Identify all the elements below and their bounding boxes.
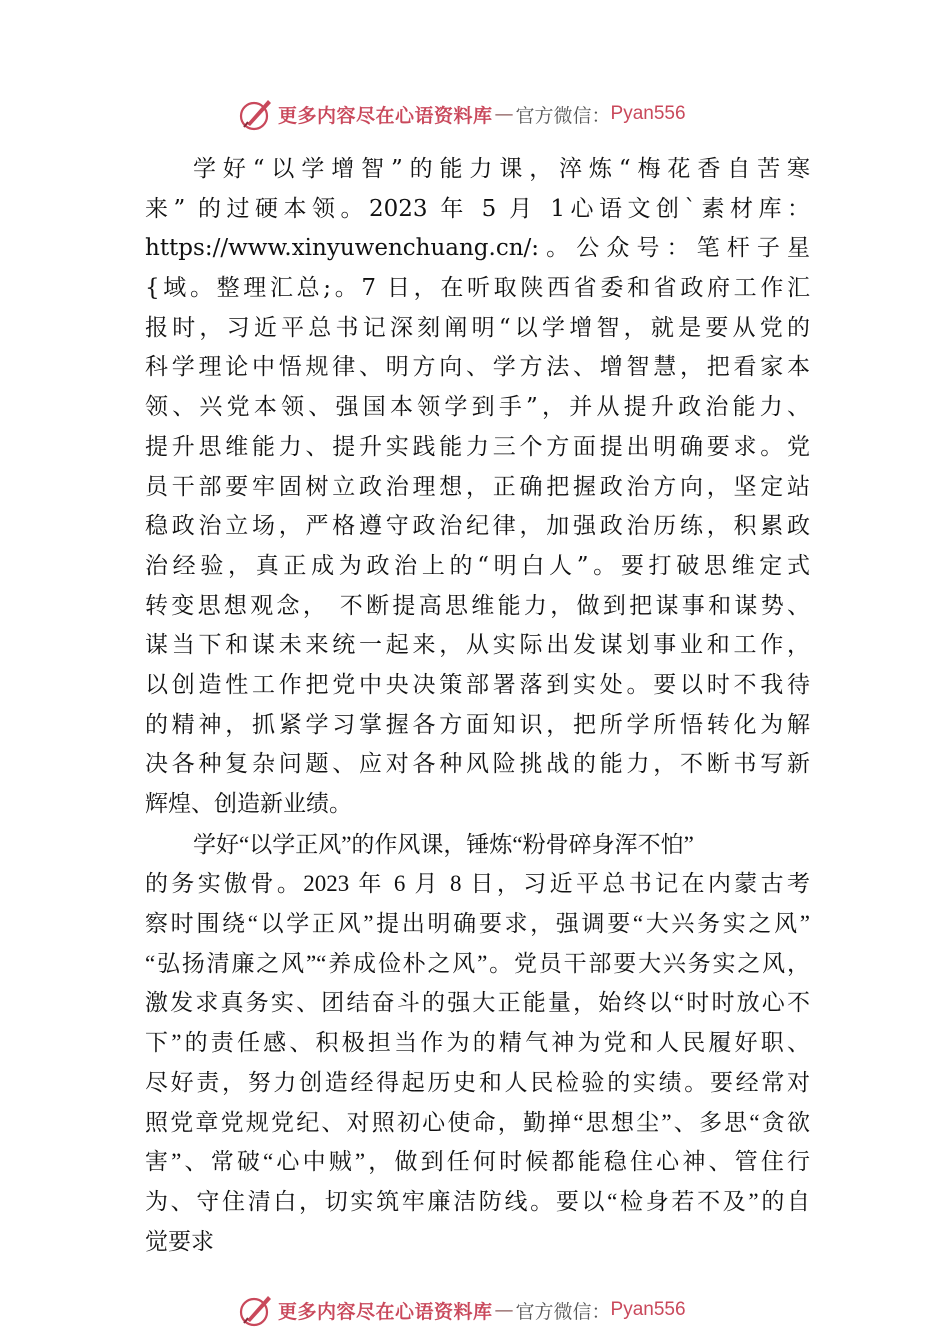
wechat-id: Pyan556 xyxy=(610,103,686,124)
text-line: 治经验，真正成为政治上的“明白人”。要打破思维定式 xyxy=(145,552,810,579)
text-line: 决各种复杂问题、应对各种风险挑战的能力，不断书写新 xyxy=(145,751,810,778)
text-line: 下”的责任感、积极担当作为的精气神为党和人民履好职、 xyxy=(145,1030,810,1056)
text-line: 的务实傲骨。2023 年 6 月 8 日，习近平总书记在内蒙古考 xyxy=(145,871,810,897)
text-line: 来” 的过硬本领。2023 年 5 月 1心语文创`素材库： xyxy=(145,195,810,222)
text-line: 领、兴党本领、强国本领学到手”，并从提升政治能力、 xyxy=(145,394,810,421)
wechat-label: 官方微信： xyxy=(515,1300,611,1323)
banner-separator: — xyxy=(494,103,514,125)
quill-logo-icon xyxy=(238,1292,274,1328)
paragraph-2 xyxy=(145,825,810,1262)
text-line: 转变思想观念， 不断提高思维能力，做到把谋事和谋势、 xyxy=(145,592,810,619)
footer-banner xyxy=(238,1290,686,1330)
banner-separator: — xyxy=(494,1299,514,1321)
text-line: 谋当下和谋未来统一起来，从实际出发谋划事业和工作， xyxy=(145,632,810,659)
text-line: 的精神，抓紧学习掌握各方面知识，把所学所悟转化为解 xyxy=(145,711,810,738)
wechat-id: Pyan556 xyxy=(610,1299,686,1320)
text-line: 稳政治立场，严格遵守政治纪律，加强政治历练，积累政 xyxy=(145,513,810,540)
header-banner xyxy=(238,94,686,134)
text-line: 员干部要牢固树立政治理想，正确把握政治方向，坚定站 xyxy=(145,473,810,500)
text-line: https://www.xinyuwenchuang.cn/:。公众号：笔杆子星 xyxy=(145,235,810,262)
text-line: 提升思维能力、提升实践能力三个方面提出明确要求。党 xyxy=(145,433,810,460)
banner-text: 更多内容尽在心语资料库 xyxy=(278,104,493,127)
banner-text: 更多内容尽在心语资料库 xyxy=(278,1300,493,1323)
text-line: 觉要求 xyxy=(145,1228,214,1254)
text-line: 以创造性工作把党中央决策部署落到实处。要以时不我待 xyxy=(145,671,810,698)
text-line: 学好“以学正风”的作风课，锤炼“粉骨碎身浑不怕” xyxy=(193,831,694,857)
text-line: 辉煌、创造新业绩。 xyxy=(145,791,352,817)
quill-logo-icon xyxy=(238,96,274,132)
wechat-label: 官方微信： xyxy=(515,104,611,127)
text-line: 察时围绕“以学正风”提出明确要求，强调要“大兴务实之风” xyxy=(145,911,810,937)
text-line: 为、守住清白，切实筑牢廉洁防线。要以“检身若不及”的自 xyxy=(145,1188,810,1214)
text-line: 激发求真务实、团结奋斗的强大正能量，始终以“时时放心不 xyxy=(145,990,810,1016)
text-line: 害”、常破“心中贼”，做到任何时候都能稳住心神、管住行 xyxy=(145,1149,810,1175)
text-line: 学好“以学增智”的能力课，淬炼“梅花香自苦寒 xyxy=(193,156,810,182)
text-line: 尽好责，努力创造经得起历史和人民检验的实绩。要经常对 xyxy=(145,1069,810,1095)
text-line: 报时，习近平总书记深刻阐明“以学增智，就是要从党的 xyxy=(145,314,810,341)
paragraph-1 xyxy=(145,150,810,825)
article-body xyxy=(145,150,810,1261)
text-line: “弘扬清廉之风”“养成俭朴之风”。党员干部要大兴务实之风， xyxy=(145,950,810,976)
text-line: 科学理论中悟规律、明方向、学方法、增智慧，把看家本 xyxy=(145,354,810,381)
text-line: {域。整理汇总;。7 日，在听取陕西省委和省政府工作汇 xyxy=(145,275,810,302)
text-line: 照党章党规党纪、对照初心使命，勤掸“思想尘”、多思“贪欲 xyxy=(145,1109,810,1135)
